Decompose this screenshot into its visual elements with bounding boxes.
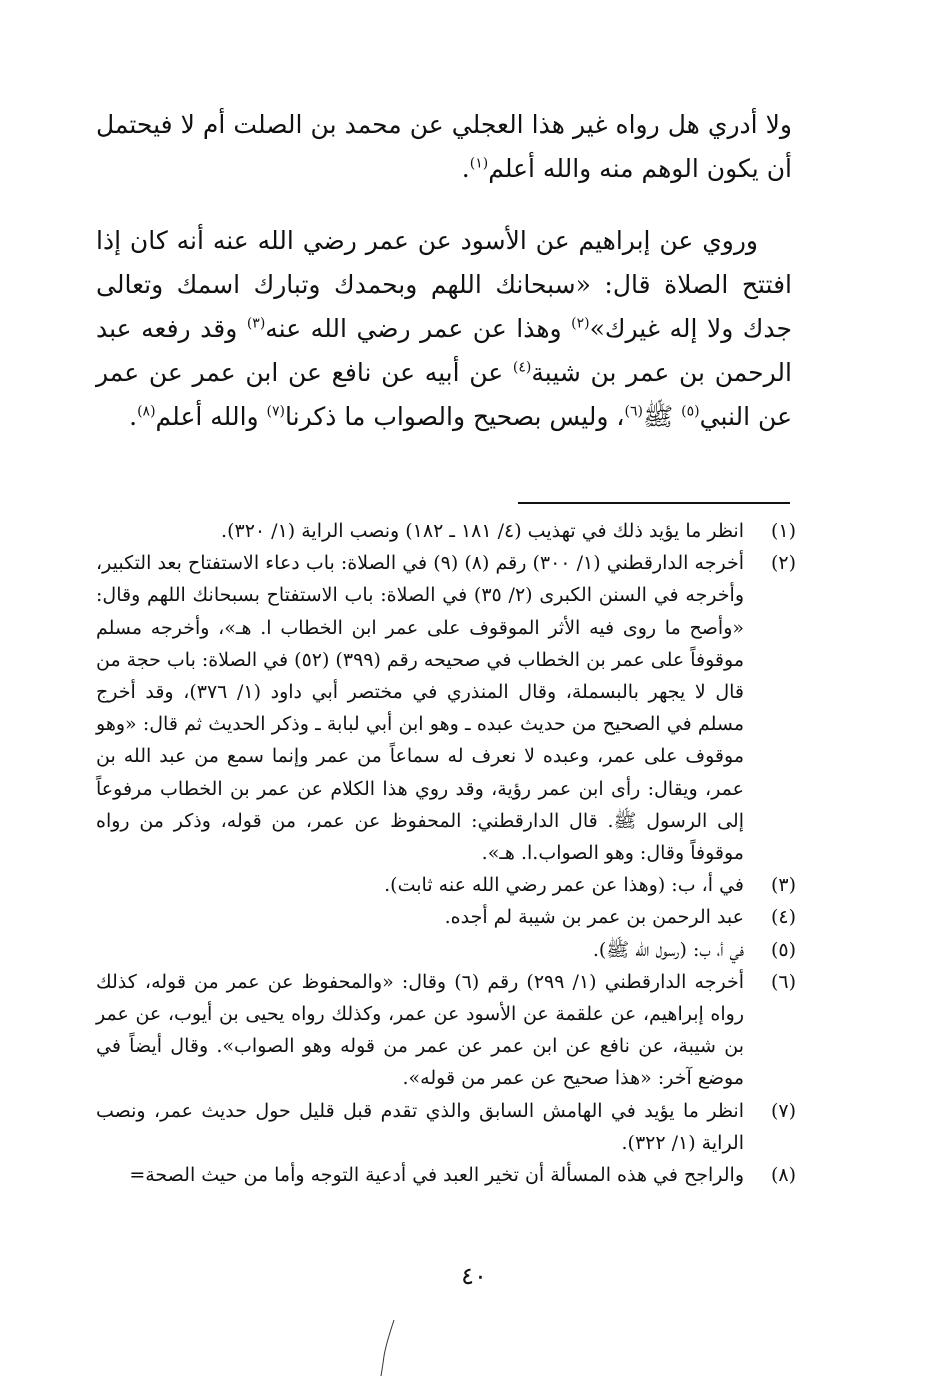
paragraph-1-end: .	[461, 154, 470, 183]
footnote-text: في أ، ب: (وهذا عن عمر رضي الله عنه ثابت).	[384, 874, 744, 897]
footnote-separator	[518, 502, 790, 504]
footnote-item	[96, 934, 796, 966]
footnote-number: (٨)	[770, 1164, 796, 1187]
footnote-number: (٦)	[770, 970, 796, 993]
paragraph-2-seg-3: وقد رفعه عبد الرحمن بن عمر بن شيبة	[96, 314, 792, 387]
footnote-item	[96, 901, 796, 933]
footnote-ref-4[interactable]: (٤)	[512, 359, 532, 376]
paragraph-2-seg-5: ﷺ	[642, 402, 682, 431]
footnotes	[96, 515, 796, 1191]
paragraph-2-seg-6: ، وليس بصحيح والصواب ما ذكرنا	[285, 402, 625, 431]
footnote-text: انظر ما يؤيد في الهامش السابق والذي تقدم قبل قليل حول حديث عمر، ونصب الراية (١/ ٣٢٢).	[96, 1099, 744, 1154]
paragraph-2-seg-2: وهذا عن عمر رضي الله عنه	[265, 314, 572, 343]
paragraph-2-seg-7: والله أعلم	[155, 402, 267, 431]
footnote-text: والراجح في هذه المسألة أن تخير العبد في أدعية التوجه وأما من حيث الصحة=	[129, 1164, 744, 1187]
footnote-number: (٣)	[770, 874, 796, 897]
footnote-ref-2[interactable]: (٢)	[571, 315, 590, 332]
footnote-number: (٥)	[770, 938, 796, 961]
paragraph-2-seg-8: .	[129, 402, 138, 431]
footnote-text: انظر ما يؤيد ذلك في تهذيب (٤/ ١٨١ ـ ١٨٢) ونصب الراية (١/ ٣٢٠).	[221, 520, 744, 542]
footnote-item	[96, 1159, 796, 1191]
footnote-number: (٧)	[770, 1099, 796, 1122]
footnote-number: (٤)	[770, 906, 796, 929]
scan-mark-icon	[370, 1318, 400, 1378]
body-paragraph-2	[96, 219, 792, 439]
footnote-ref-3[interactable]: (٣)	[246, 315, 266, 332]
body-paragraph-1	[96, 103, 792, 191]
footnote-text: أخرجه الدارقطني (١/ ٣٠٠) رقم (٨) (٩) في الصلاة: باب دعاء الاستفتاح بعد التكبير، وأخرجه في السنن الكبرى (٢/ ٣٥) في الصلاة: باب الاستفتاح بسبحانك اللهم وقال: «وأصح ما روى فيه الأثر الموقوف على عمر ابن الخطاب ا. هـ»، وأخرجه مسلم موقوفاً على عمر بن الخطاب في صحيحه رقم (٣٩٩) (٥٢) في الصلاة: باب حجة من قال لا يجهر بالبسملة، وقال المنذري في مختصر أبي داود (١/ ٣٧٦)، وقد أخرج مسلم في الصحيح من حديث عبده ـ وهو ابن أبي لبابة ـ وذكر الحديث ثم قال: «وهو موقوف على عمر، وعبده لا نعرف له سماعاً من عمر وإنما سمع من عبد الله بن عمر، ويقال: رأى ابن عمر رؤية، وقد روي هذا الكلام عن عمر بن الخطاب مرفوعاً إلى الرسول ﷺ. قال الدارقطني: المحفوظ عن عمر، من قوله، وذكر من رواه موقوفاً وقال: وهو الصواب.ا. هـ».	[95, 552, 744, 865]
footnote-item	[96, 515, 796, 547]
footnote-number: (١)	[770, 520, 796, 542]
footnote-ref-5[interactable]: (٥)	[681, 403, 700, 420]
footnote-ref-1[interactable]: (١)	[469, 155, 489, 172]
footnote-number: (٢)	[770, 552, 796, 575]
paragraph-1-text: ولا أدري هل رواه غير هذا العجلي عن محمد بن الصلت أم لا فيحتمل أن يكون الوهم منه والله أعلم	[96, 110, 792, 183]
footnote-ref-7[interactable]: (٧)	[266, 403, 286, 420]
footnote-ref-6[interactable]: (٦)	[624, 403, 643, 420]
footnote-text: عبد الرحمن بن عمر بن شيبة لم أجده.	[444, 906, 744, 929]
footnote-ref-8[interactable]: (٨)	[137, 403, 156, 420]
footnote-text: في أ، ب: (رسول الله ﷺ).	[592, 938, 744, 961]
footnote-item	[96, 1095, 796, 1159]
paragraph-2-seg-4: عن أبيه عن نافع عن ابن عمر عن عمر عن النبي	[96, 358, 792, 431]
footnote-item	[96, 547, 796, 869]
footnote-item	[96, 869, 796, 901]
footnote-text: أخرجه الدارقطني (١/ ٢٩٩) رقم (٦) وقال: «والمحفوظ عن عمر من قوله، كذلك رواه إبراهيم، عن علقمة عن الأسود عن عمر، وكذلك رواه يحيى بن أيوب، عن عمر بن شيبة، عن نافع عن ابن عمر عن عمر من قوله وهو الصواب». وقال أيضاً في موضع آخر: «هذا صحيح عن عمر من قوله».	[96, 970, 744, 1090]
paragraph-2-seg-1: وروي عن إبراهيم عن الأسود عن عمر رضي الله عنه أنه كان إذا افتتح الصلاة قال: «سبحانك اللهم وبحمدك وتبارك اسمك وتعالى جدك ولا إله غيرك»	[96, 226, 792, 343]
footnote-item	[96, 966, 796, 1095]
page-number: ٤٠	[461, 1262, 487, 1290]
